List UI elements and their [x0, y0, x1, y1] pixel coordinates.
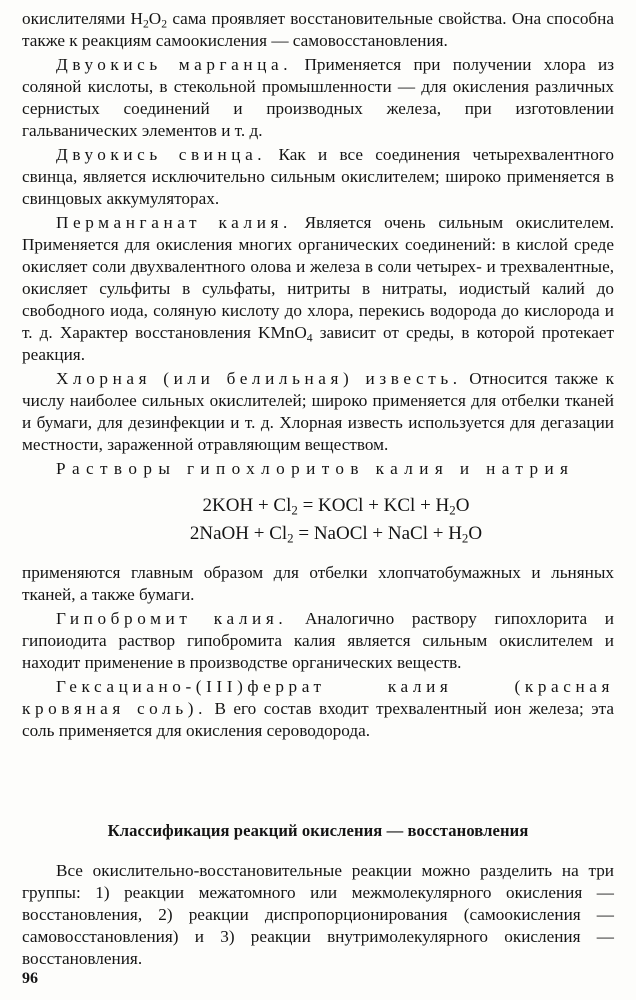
intro-text: O [148, 9, 162, 28]
equation-subscript: 2 [291, 502, 298, 518]
equation-koh [22, 492, 614, 520]
equation-part: = NaOCl + NaCl + H [293, 523, 462, 544]
paragraph-text: зависит от среды, в которой протекает реакция. [22, 323, 614, 364]
paragraph-text: Как и все соединения четырехвалентного свинца, является исключительно сильным окислителем; широко применяется в свинцовых аккумуляторах. [22, 145, 615, 208]
equation-part: 2NaOH + Cl [189, 523, 288, 544]
equation-part: O [455, 495, 470, 516]
term-hypochlorite: Растворы гипохлоритов калия и натрия [56, 459, 575, 478]
equation-part: O [468, 523, 483, 544]
equation-part: = KOCl + KCl + H [297, 495, 450, 516]
term-hypobromite: Гипобромит калия. [56, 609, 288, 628]
paragraph-text: Относится также к числу наиболее сильных окислителей; широко применяется для отбелки тканей и бумаги, для дезинфекции и т. д. Хлорная известь используется для дегазации местности, зараженной отравляющим веществом. [22, 369, 614, 454]
intro-paragraph [22, 8, 614, 52]
text-column-bottom [22, 820, 614, 972]
term-ferricyanide: Гексациано-(III)феррат калия (красная кровяная соль). [22, 677, 614, 718]
equation-part: 2KOH + Cl [202, 495, 292, 516]
equation-subscript: 2 [449, 502, 456, 518]
page-number: 96 [22, 970, 38, 987]
text-column-top [22, 8, 614, 744]
paragraph-hypobromite [22, 608, 614, 674]
term-permanganate: Перманганат калия. [56, 213, 292, 232]
paragraph-text: Все окислительно-восстановительные реакции можно разделить на три группы: 1) реакции межатомного или межмолекулярного окисления — восстановления, 2) реакции диспропорционирования (самоокисления — самовосстановления) и 3) реакции внутримолекулярного окисления — восстановления. [22, 861, 614, 968]
paragraph-ferricyanide [22, 676, 614, 742]
paragraph-text: Применяется при получении хлора из соляной кислоты, в стекольной промышленности — для окисления различных сернистых соединений и производных железа, при изготовлении гальванических элементов и т. д. [22, 55, 615, 140]
paragraph-hypochlorite [22, 458, 614, 480]
intro-subscript: 2 [142, 17, 149, 31]
paragraph-lead-dioxide [22, 144, 614, 210]
paragraph-text: Является очень сильным окислителем. Применяется для окисления многих органических соединений: в кислой среде окисляет соли двухвалентного олова и железа в соли четырех- и трехвалентные, окисляет сульфиты в сульфаты, нитриты в нитраты, иодистый калий до свободного иода, соляную кислоту до хлора, перекись водорода до кислорода и т. д. Характер восстановления KMnO [22, 213, 614, 342]
equation-subscript: 2 [461, 530, 469, 546]
paragraph-classification [22, 860, 614, 970]
intro-text: сама проявляет восстановительные свойства. Она способна также к реакциям самоокисления — самовосстановления. [22, 9, 615, 50]
term-manganese-dioxide: Двуокись марганца. [56, 55, 293, 74]
intro-subscript: 2 [161, 17, 168, 31]
paragraph-permanganate [22, 212, 614, 366]
term-lead-dioxide: Двуокись свинца. [56, 145, 267, 164]
section-heading: Классификация реакций окисления — восстановления [107, 821, 529, 840]
intro-text: окислителями H [22, 9, 143, 28]
equations-block [22, 492, 614, 548]
paragraph-text: В его состав входит трехвалентный ион железа; эта соль применяется для окисления сероводорода. [22, 699, 614, 740]
paragraph-text: применяются главным образом для отбелки хлопчатобумажных и льняных тканей, а также бумаги. [22, 563, 614, 604]
paragraph-after-equations [22, 562, 614, 606]
equation-naoh [22, 520, 614, 548]
paragraph-manganese-dioxide [22, 54, 614, 142]
paragraph-text: Аналогично раствору гипохлорита и гипоиодита раствор гипобромита калия является сильным окислителем и находит применение в производстве органических веществ. [22, 609, 614, 672]
formula-subscript: 4 [306, 331, 313, 345]
paragraph-bleaching-lime [22, 368, 614, 456]
term-bleaching-lime: Хлорная (или белильная) известь. [56, 369, 462, 388]
equation-subscript: 2 [287, 530, 294, 546]
